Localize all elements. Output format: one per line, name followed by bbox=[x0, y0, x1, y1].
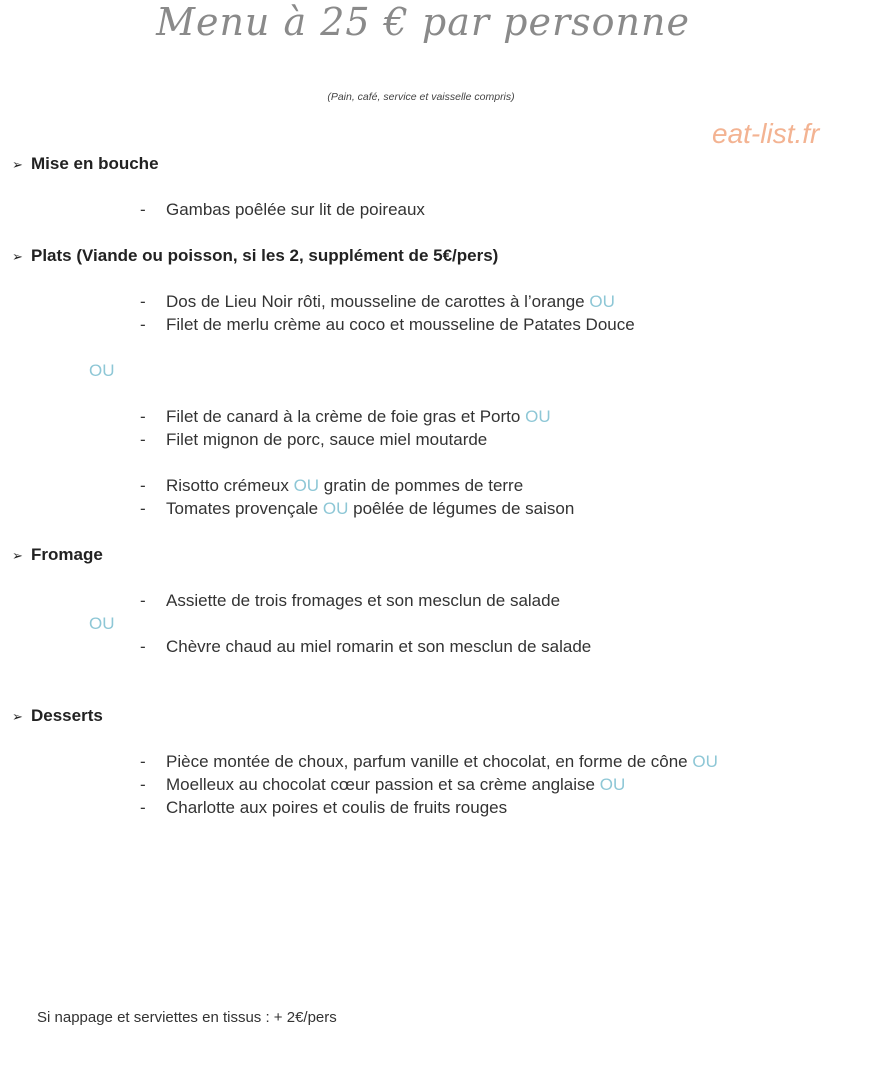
menu-item bbox=[140, 752, 718, 772]
menu-item-label: Filet mignon de porc, sauce miel moutarde bbox=[166, 430, 488, 449]
menu-item-label: Gambas poêlée sur lit de poireaux bbox=[166, 200, 425, 219]
section-title: Mise en bouche bbox=[31, 154, 159, 173]
dash-bullet: - bbox=[140, 476, 146, 495]
menu-item bbox=[140, 476, 523, 496]
arrow-bullet-icon: ➢ bbox=[12, 548, 23, 563]
ou-connector: OU bbox=[589, 292, 615, 311]
menu-item-label: Chèvre chaud au miel romarin et son mesclun de salade bbox=[166, 637, 592, 656]
dash-bullet: - bbox=[140, 315, 146, 334]
menu-item bbox=[140, 200, 425, 220]
watermark: eat-list.fr bbox=[712, 118, 820, 149]
ou-separator: OU bbox=[89, 614, 115, 633]
menu-item bbox=[140, 637, 591, 657]
dash-bullet: - bbox=[140, 775, 146, 794]
dash-bullet: - bbox=[140, 752, 146, 771]
arrow-bullet-icon: ➢ bbox=[12, 709, 23, 724]
section-title: Fromage bbox=[31, 545, 103, 564]
ou-connector: OU bbox=[599, 775, 626, 794]
ou-separator: OU bbox=[89, 361, 115, 380]
menu-item-label: Filet de merlu crème au coco et mousseline de Patates Douce bbox=[166, 315, 635, 334]
menu-item-label: Assiette de trois fromages et son mesclun de salade bbox=[166, 591, 561, 610]
dash-bullet: - bbox=[140, 591, 146, 610]
ou-connector: OU bbox=[293, 476, 320, 495]
menu-item bbox=[140, 407, 551, 427]
dash-bullet: - bbox=[140, 798, 146, 817]
arrow-bullet-icon: ➢ bbox=[12, 249, 23, 264]
menu-item-label: Risotto crémeux bbox=[166, 476, 289, 495]
menu-item bbox=[140, 499, 574, 519]
ou-connector: OU bbox=[692, 752, 718, 771]
ou-connector: OU bbox=[322, 499, 349, 518]
dash-bullet: - bbox=[140, 499, 146, 518]
menu-item-label: Dos de Lieu Noir rôti, mousseline de carottes à l’orange bbox=[166, 292, 585, 311]
menu-item bbox=[140, 591, 560, 611]
ou-connector: OU bbox=[525, 407, 551, 426]
footer-note: Si nappage et serviettes en tissus : + 2€/pers bbox=[37, 1009, 337, 1026]
menu-item bbox=[140, 798, 507, 818]
menu-title: Menu à 25 € par personne bbox=[156, 0, 690, 44]
section-title: Plats (Viande ou poisson, si les 2, supplément de 5€/pers) bbox=[31, 246, 499, 265]
menu-item-label: Moelleux au chocolat cœur passion et sa crème anglaise bbox=[166, 775, 595, 794]
section-heading-plats bbox=[12, 246, 498, 266]
dash-bullet: - bbox=[140, 200, 146, 219]
section-heading-desserts bbox=[12, 706, 103, 726]
menu-item-label: Charlotte aux poires et coulis de fruits rouges bbox=[166, 798, 508, 817]
menu-item-label: Pièce montée de choux, parfum vanille et chocolat, en forme de cône bbox=[166, 752, 688, 771]
dash-bullet: - bbox=[140, 430, 146, 449]
menu-item-label: Tomates provençale bbox=[166, 499, 319, 518]
menu-item-label: Filet de canard à la crème de foie gras et Porto bbox=[166, 407, 521, 426]
section-title: Desserts bbox=[31, 706, 103, 725]
section-heading-mise-en-bouche bbox=[12, 154, 159, 174]
dash-bullet: - bbox=[140, 637, 146, 656]
menu-item bbox=[140, 315, 635, 335]
menu-subtitle: (Pain, café, service et vaisselle compris) bbox=[327, 91, 515, 103]
menu-item bbox=[140, 292, 615, 312]
dash-bullet: - bbox=[140, 407, 146, 426]
menu-item-label: gratin de pommes de terre bbox=[323, 476, 524, 495]
arrow-bullet-icon: ➢ bbox=[12, 157, 23, 172]
menu-item bbox=[140, 430, 487, 450]
dash-bullet: - bbox=[140, 292, 146, 311]
menu-item-label: poêlée de légumes de saison bbox=[353, 499, 575, 518]
menu-item bbox=[140, 775, 625, 795]
section-heading-fromage bbox=[12, 545, 103, 565]
